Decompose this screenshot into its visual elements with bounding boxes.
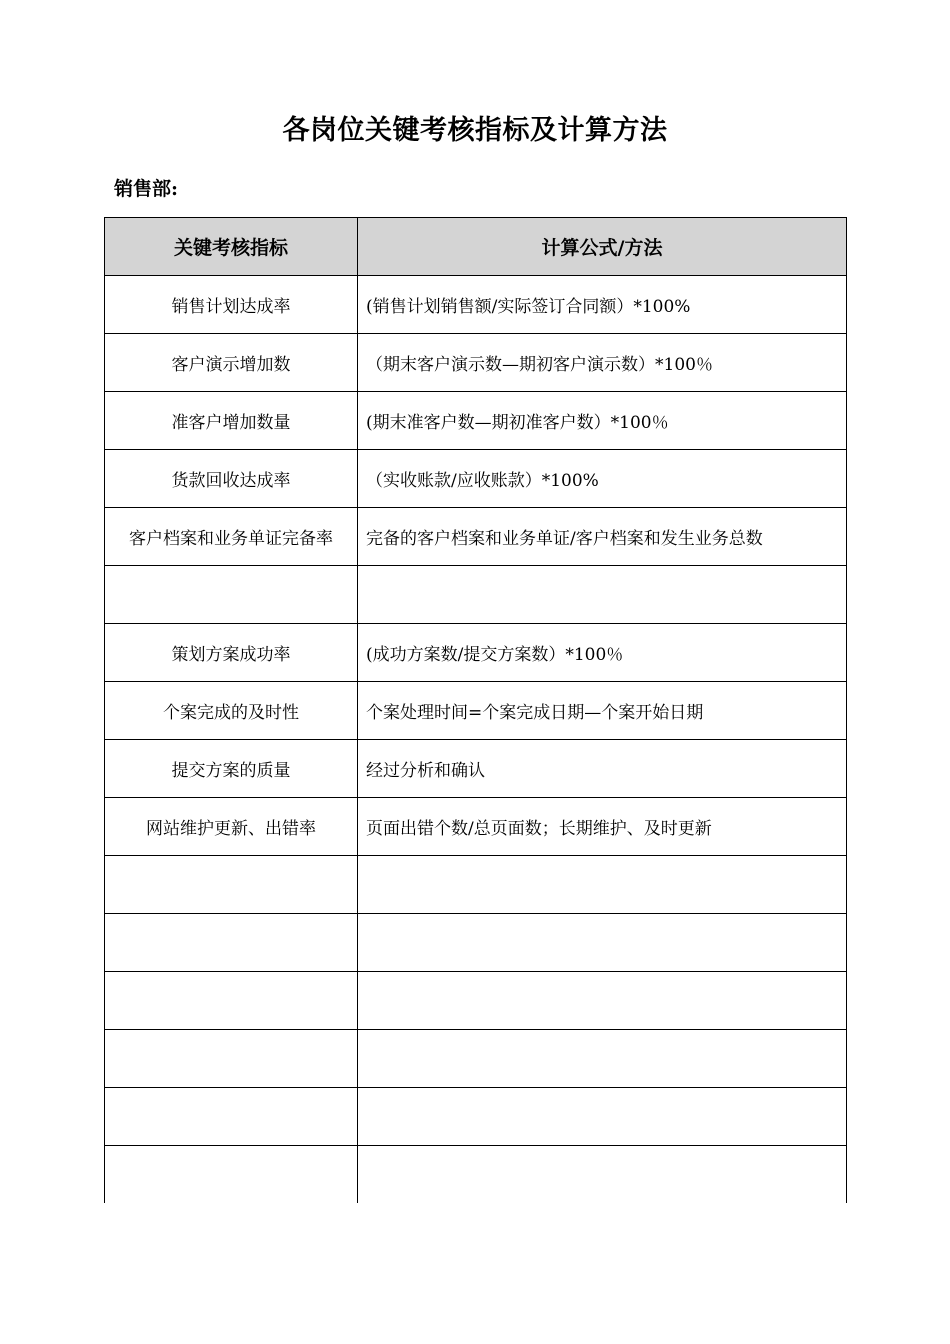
formula-cell: (期末准客户数—期初准客户数）*100％ — [358, 392, 847, 450]
indicator-cell: 准客户增加数量 — [105, 392, 358, 450]
formula-cell — [358, 1030, 847, 1088]
formula-cell — [358, 914, 847, 972]
table-row — [105, 972, 847, 1030]
page-title: 各岗位关键考核指标及计算方法 — [282, 115, 668, 146]
table-row — [105, 682, 847, 740]
table-row — [105, 508, 847, 566]
indicator-cell: 网站维护更新、出错率 — [105, 798, 358, 856]
formula-cell: 完备的客户档案和业务单证/客户档案和发生业务总数 — [358, 508, 847, 566]
formula-cell: 页面出错个数/总页面数；长期维护、及时更新 — [358, 798, 847, 856]
indicator-cell: 提交方案的质量 — [105, 740, 358, 798]
formula-cell: （期末客户演示数—期初客户演示数）*100％ — [358, 334, 847, 392]
table-row — [105, 276, 847, 334]
indicator-cell: 货款回收达成率 — [105, 450, 358, 508]
indicator-cell — [105, 856, 358, 914]
kpi-table — [104, 217, 847, 1203]
formula-cell: (销售计划销售额/实际签订合同额）*100% — [358, 276, 847, 334]
section-label: 销售部: — [114, 178, 179, 200]
formula-cell — [358, 1146, 847, 1203]
table-row — [105, 914, 847, 972]
table-row — [105, 450, 847, 508]
formula-cell — [358, 972, 847, 1030]
indicator-cell — [105, 1030, 358, 1088]
header-indicator: 关键考核指标 — [105, 218, 358, 276]
indicator-cell — [105, 1146, 358, 1203]
formula-cell: 个案处理时间=个案完成日期—个案开始日期 — [358, 682, 847, 740]
indicator-cell: 销售计划达成率 — [105, 276, 358, 334]
formula-cell: (成功方案数/提交方案数）*100％ — [358, 624, 847, 682]
table-row — [105, 566, 847, 624]
indicator-cell — [105, 972, 358, 1030]
indicator-cell — [105, 566, 358, 624]
table-row — [105, 1146, 847, 1203]
table-row — [105, 624, 847, 682]
formula-cell: （实收账款/应收账款）*100% — [358, 450, 847, 508]
formula-cell — [358, 856, 847, 914]
header-formula: 计算公式/方法 — [358, 218, 847, 276]
indicator-cell: 策划方案成功率 — [105, 624, 358, 682]
table-header-row — [105, 218, 847, 276]
table-row — [105, 334, 847, 392]
table-row — [105, 1088, 847, 1146]
formula-cell: 经过分析和确认 — [358, 740, 847, 798]
table-row — [105, 1030, 847, 1088]
indicator-cell — [105, 1088, 358, 1146]
table-row — [105, 856, 847, 914]
formula-cell — [358, 1088, 847, 1146]
table-row — [105, 740, 847, 798]
indicator-cell: 客户档案和业务单证完备率 — [105, 508, 358, 566]
indicator-cell — [105, 914, 358, 972]
table-row — [105, 798, 847, 856]
indicator-cell: 客户演示增加数 — [105, 334, 358, 392]
formula-cell — [358, 566, 847, 624]
indicator-cell: 个案完成的及时性 — [105, 682, 358, 740]
table-row — [105, 392, 847, 450]
